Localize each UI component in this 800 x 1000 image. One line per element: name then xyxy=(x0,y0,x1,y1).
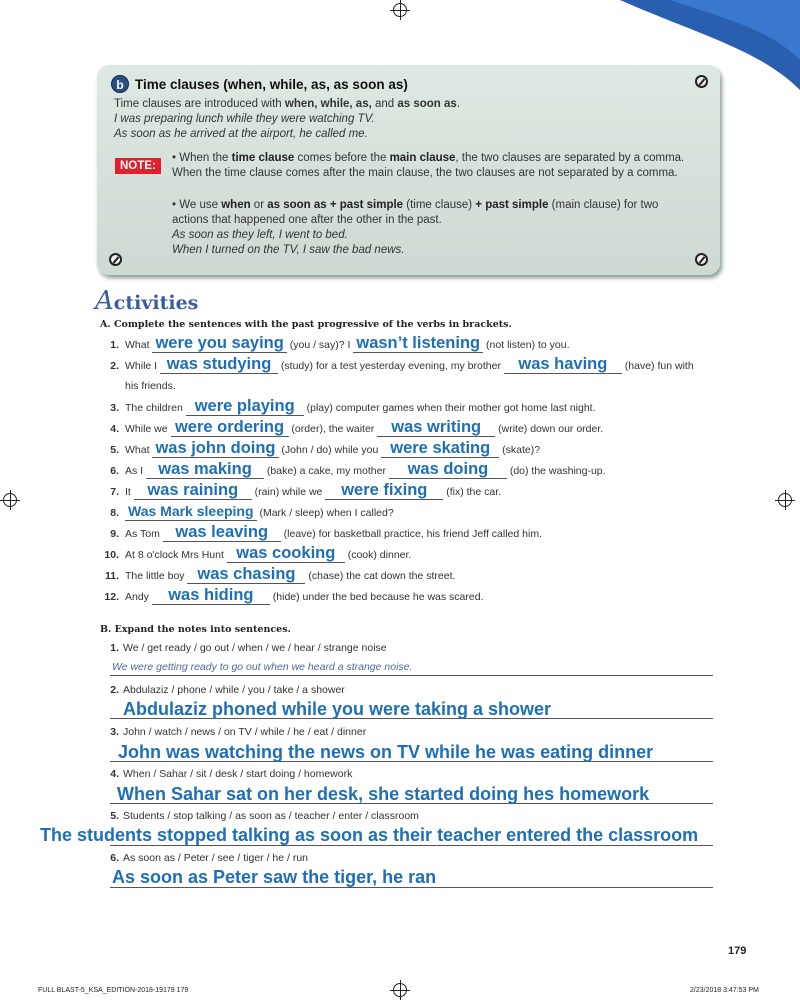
item-number: 10. xyxy=(104,549,119,561)
handwritten-answer[interactable]: Was Mark sleeping xyxy=(125,502,257,521)
screw-icon xyxy=(695,75,708,88)
item-text: (leave) for basketball practice, his friend Jeff called him. xyxy=(280,528,542,540)
exercise-item xyxy=(103,586,484,607)
note-label: NOTE: xyxy=(115,158,161,174)
activities-heading xyxy=(95,287,198,317)
text: when xyxy=(221,199,251,211)
item-text: At 8 o'clock Mrs Hunt xyxy=(125,549,227,561)
exercise-item xyxy=(103,334,570,355)
grammar-box xyxy=(97,65,720,275)
item-number: 9. xyxy=(110,528,119,540)
grammar-title: Time clauses (when, while, as, as soon as) xyxy=(135,77,408,92)
item-text: The children xyxy=(125,402,186,414)
text: and xyxy=(371,98,398,110)
screw-icon xyxy=(109,253,122,266)
handwritten-answer[interactable]: were ordering xyxy=(171,418,289,437)
text: (time clause) xyxy=(403,199,476,211)
handwritten-answer[interactable]: was cooking xyxy=(227,544,345,563)
item-text: (play) computer games when their mother got home last night. xyxy=(303,402,596,414)
item-number: 6. xyxy=(110,465,119,477)
item-text: (have) fun with xyxy=(621,360,694,372)
exercise-item xyxy=(103,565,455,586)
section-b-title: B. Expand the notes into sentences. xyxy=(100,624,291,635)
text: time clause xyxy=(231,152,295,164)
notes-text: Abdulaziz / phone / while / you / take / a shower xyxy=(123,684,345,696)
item-number: 3. xyxy=(110,402,119,414)
exercise-item xyxy=(103,355,694,376)
example-sentence: When I turned on the TV, I saw the bad news. xyxy=(172,244,405,256)
text: when, while, as, xyxy=(284,98,372,110)
text: , the two clauses are separated by a comma. When the time clause comes after the main clause, the two clauses are not separated by a comma. xyxy=(172,152,685,179)
item-text: (study) for a test yesterday evening, my brother xyxy=(278,360,504,372)
item-text: While we xyxy=(125,423,171,435)
item-number: 2. xyxy=(110,360,119,372)
notes-text: John / watch / news / on TV / while / he / eat / dinner xyxy=(123,726,367,738)
item-text: his friends. xyxy=(125,380,176,392)
handwritten-answer[interactable]: was studying xyxy=(160,355,278,374)
handwritten-answer[interactable]: was john doing xyxy=(152,439,278,458)
example-sentence: As soon as he arrived at the airport, he called me. xyxy=(114,128,368,140)
item-text: (cook) dinner. xyxy=(344,549,412,561)
handwritten-answer[interactable]: were fixing xyxy=(325,481,443,500)
handwritten-answer[interactable]: was raining xyxy=(134,481,252,500)
item-number: 5. xyxy=(110,810,119,822)
handwritten-answer[interactable]: When Sahar sat on her desk, she started doing hes homework xyxy=(117,784,650,804)
notes-item xyxy=(103,726,366,738)
item-number: 11. xyxy=(104,570,119,582)
text: (main clause) for two actions that happened one after the other in the past. xyxy=(172,199,659,226)
text: as soon as + past simple xyxy=(267,199,404,211)
notes-item xyxy=(103,810,419,822)
item-text: As I xyxy=(125,465,147,477)
handwritten-answer[interactable]: The students stopped talking as soon as their teacher entered the classroom xyxy=(40,825,699,845)
page-number: 179 xyxy=(728,945,747,957)
screw-icon xyxy=(695,253,708,266)
item-number: 4. xyxy=(110,423,119,435)
item-text: (Mark / sleep) when I called? xyxy=(256,507,394,519)
registration-mark-icon xyxy=(393,983,407,997)
item-number: 8. xyxy=(110,507,119,519)
registration-mark-icon xyxy=(778,493,792,507)
item-number: 6. xyxy=(110,852,119,864)
notes-item xyxy=(103,684,345,696)
item-text: (you / say)? I xyxy=(286,339,354,351)
notes-item xyxy=(103,642,387,654)
handwritten-answer[interactable]: was doing xyxy=(389,460,507,479)
item-text: (bake) a cake, my mother xyxy=(264,465,389,477)
item-number: 12. xyxy=(104,591,119,603)
text: main clause xyxy=(389,152,456,164)
item-text: What xyxy=(125,339,153,351)
section-badge: b xyxy=(111,75,129,93)
item-number: 5. xyxy=(110,444,119,456)
exercise-item xyxy=(103,418,603,439)
text: We use xyxy=(179,199,222,211)
text: or xyxy=(250,199,268,211)
text: comes before the xyxy=(294,152,390,164)
item-text: It xyxy=(125,486,134,498)
answer-line xyxy=(110,887,713,888)
grammar-intro xyxy=(114,97,460,111)
item-text: (order), the waiter xyxy=(288,423,378,435)
text: . xyxy=(456,98,461,110)
exercise-item xyxy=(103,502,394,523)
item-text: What xyxy=(125,444,153,456)
item-number: 3. xyxy=(110,726,119,738)
item-text: (skate)? xyxy=(499,444,541,456)
item-text: (fix) the car. xyxy=(443,486,502,498)
item-text: As Tom xyxy=(125,528,163,540)
footer-timestamp: 2/23/2018 3:47:53 PM xyxy=(690,987,759,994)
example-answer: We were getting ready to go out when we heard a strange noise. xyxy=(112,661,413,673)
item-text: (write) down our order. xyxy=(495,423,604,435)
item-text: Andy xyxy=(125,591,152,603)
handwritten-answer[interactable]: was chasing xyxy=(187,565,305,584)
section-a-title: A. Complete the sentences with the past progressive of the verbs in brackets. xyxy=(100,319,512,330)
notes-text: When / Sahar / sit / desk / start doing / homework xyxy=(123,768,353,780)
item-number: 1. xyxy=(110,642,119,654)
text: A xyxy=(95,286,114,316)
exercise-item xyxy=(103,397,596,418)
text: as soon as xyxy=(397,98,457,110)
handwritten-answer[interactable]: were you saying xyxy=(152,334,286,353)
text: ctivities xyxy=(113,292,199,314)
handwritten-answer[interactable]: was making xyxy=(146,460,264,479)
handwritten-answer[interactable]: were playing xyxy=(186,397,304,416)
note-bullet: • When the time clause comes before the main clause, the two clauses are separated by a comma. When the time clause comes after the main clause, the two clauses are not separated by a comma. xyxy=(172,152,685,179)
notes-text: We / get ready / go out / when / we / hear / strange noise xyxy=(123,642,387,654)
note-bullet: • We use when or as soon as + past simple (time clause) + past simple (main clause) for two actions that happened one after the other in the past. As soon as they left, I went to bed. When I turned on the TV, I saw the bad news. xyxy=(172,199,659,256)
item-text: (rain) while we xyxy=(251,486,326,498)
item-number: 1. xyxy=(110,339,119,351)
text: Time clauses are introduced with xyxy=(114,98,285,110)
footer-filename: FULL BLAST-5_KSA_EDITION-2018-19179 179 xyxy=(38,987,189,994)
item-number: 2. xyxy=(110,684,119,696)
item-text: (not listen) to you. xyxy=(483,339,570,351)
text: When the xyxy=(179,152,232,164)
notes-text: Students / stop talking / as soon as / teacher / enter / classroom xyxy=(123,810,419,822)
item-text: (John / do) while you xyxy=(278,444,382,456)
exercise-item xyxy=(103,439,540,460)
item-text: (chase) the cat down the street. xyxy=(305,570,456,582)
exercise-item xyxy=(103,460,606,481)
handwritten-answer[interactable]: wasn’t listening xyxy=(353,334,483,353)
item-text: The little boy xyxy=(125,570,188,582)
registration-mark-icon xyxy=(3,493,17,507)
item-number: 7. xyxy=(110,486,119,498)
notes-item xyxy=(103,852,308,864)
answer-line xyxy=(110,845,713,846)
handwritten-answer[interactable]: was writing xyxy=(377,418,495,437)
handwritten-answer[interactable]: John was watching the news on TV while he was eating dinner xyxy=(118,742,654,762)
exercise-item xyxy=(103,376,176,396)
exercise-item xyxy=(103,523,542,544)
item-number: 4. xyxy=(110,768,119,780)
handwritten-answer[interactable]: As soon as Peter saw the tiger, he ran xyxy=(112,867,437,887)
text: + past simple xyxy=(475,199,549,211)
item-text: (do) the washing-up. xyxy=(506,465,606,477)
example-sentence: As soon as they left, I went to bed. xyxy=(172,229,348,241)
item-text: While I xyxy=(125,360,161,372)
handwritten-answer[interactable]: was hiding xyxy=(152,586,270,605)
exercise-item xyxy=(103,544,411,565)
handwritten-answer[interactable]: were skating xyxy=(381,439,499,458)
handwritten-answer[interactable]: Abdulaziz phoned while you were taking a shower xyxy=(123,699,552,719)
notes-text: As soon as / Peter / see / tiger / he / run xyxy=(123,852,309,864)
exercise-item xyxy=(103,481,501,502)
notes-item xyxy=(103,768,352,780)
answer-line xyxy=(110,675,713,676)
item-text: (hide) under the bed because he was scared. xyxy=(269,591,484,603)
registration-mark-icon xyxy=(393,3,407,17)
example-sentence: I was preparing lunch while they were watching TV. xyxy=(114,113,375,125)
handwritten-answer[interactable]: was having xyxy=(504,355,622,374)
handwritten-answer[interactable]: was leaving xyxy=(163,523,281,542)
